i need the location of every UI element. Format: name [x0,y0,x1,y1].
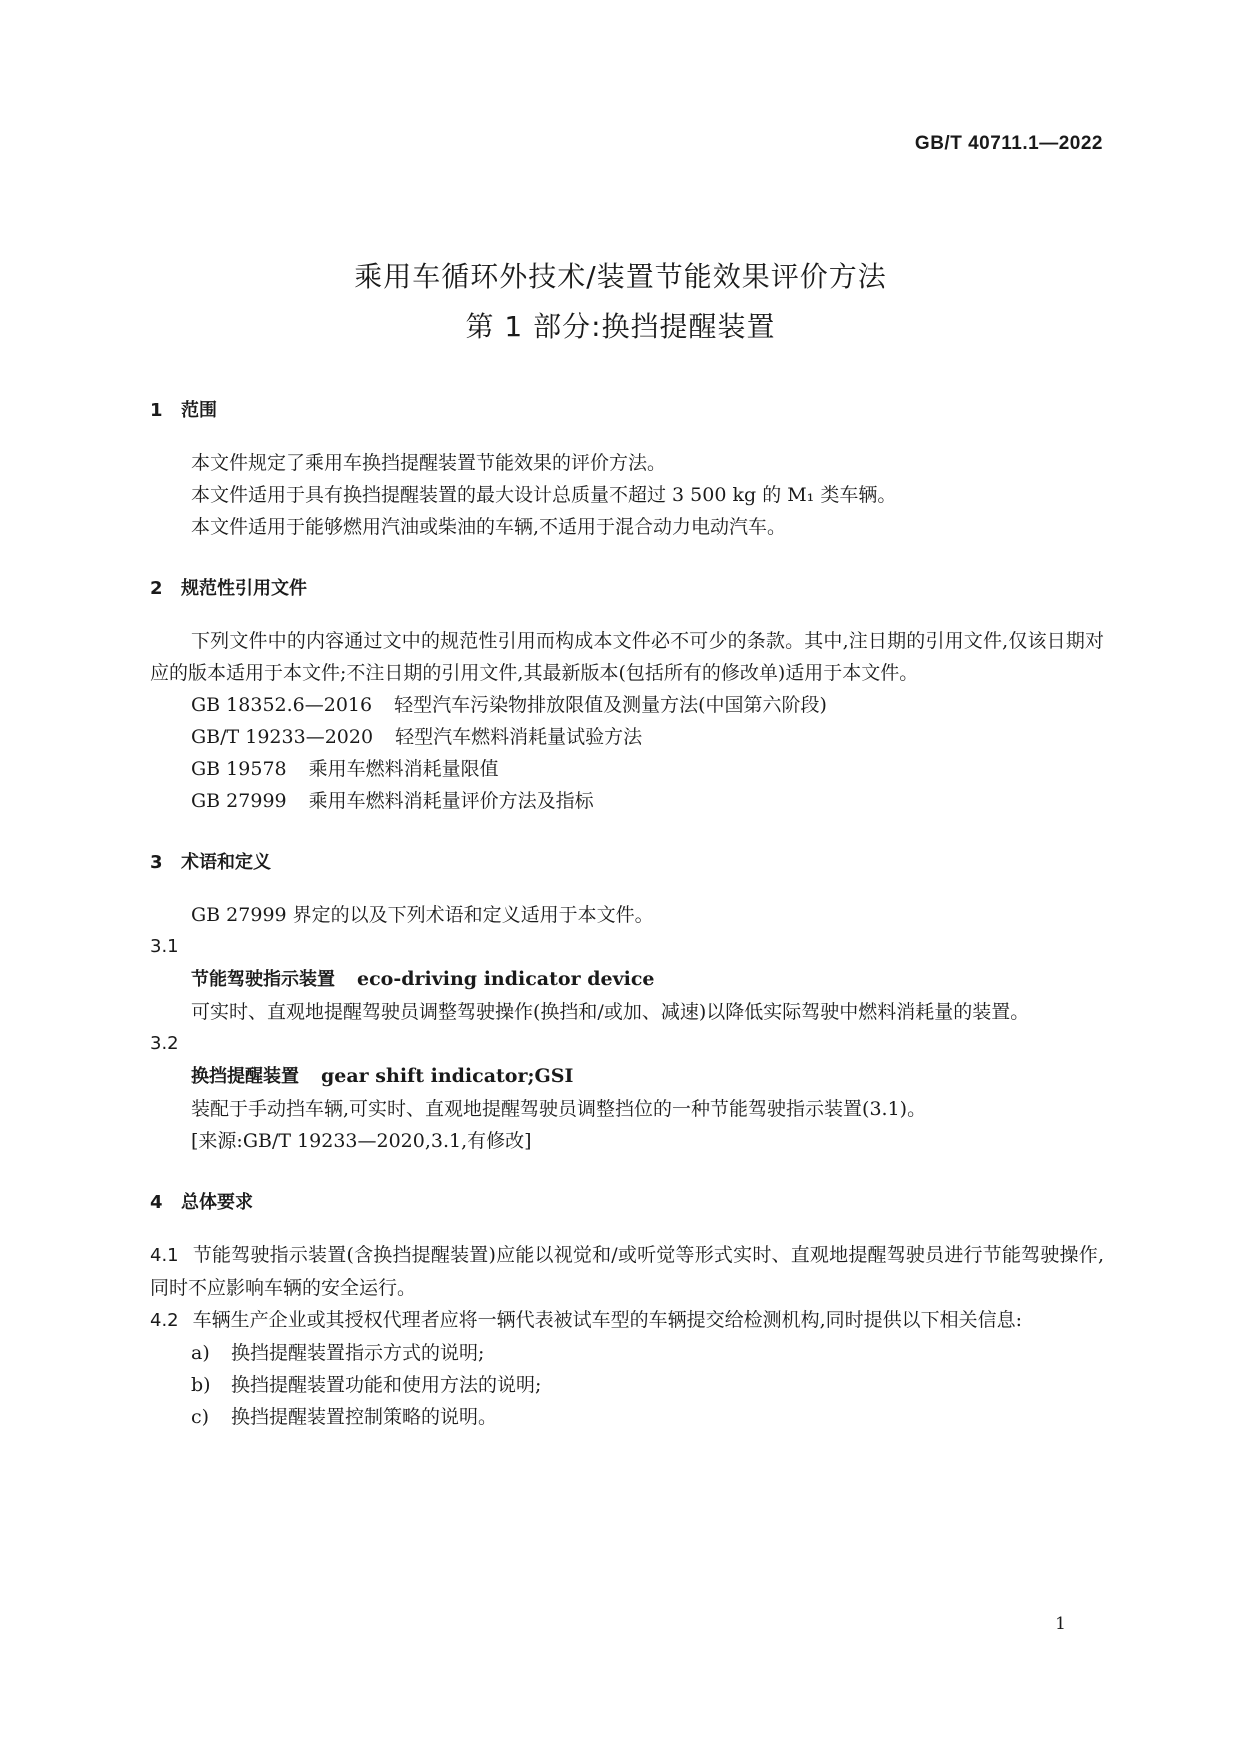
section-heading-normative-references [150,573,1104,605]
reference-item [150,689,1104,721]
reference-code: GB/T 19233—2020 [191,726,374,748]
list-item [150,1369,1104,1401]
reference-code: GB 27999 [191,790,287,812]
title-line-1: 乘用车循环外技术/装置节能效果评价方法 [354,260,887,293]
terms-intro: GB 27999 界定的以及下列术语和定义适用于本文件。 [191,904,654,926]
reference-item [150,785,1104,817]
term-chinese: 换挡提醒装置 [191,1066,299,1087]
page-number: 1 [1055,1614,1066,1634]
title-line-2: 第 1 部分:换挡提醒装置 [465,310,776,343]
list-marker: a) [191,1342,210,1364]
scope-paragraph: 本文件适用于具有换挡提醒装置的最大设计总质量不超过 3 500 kg 的 M₁ 类车辆。 [191,484,897,506]
section-heading-general-requirements [150,1187,1104,1219]
requirement-text: 节能驾驶指示装置(含换挡提醒装置)应能以视觉和/或听觉等形式实时、直观地提醒驾驶员进行节能驾驶操作,同时不应影响车辆的安全运行。 [150,1244,1104,1299]
reference-title: 轻型汽车燃料消耗量试验方法 [395,726,643,748]
term-definition: 可实时、直观地提醒驾驶员调整驾驶操作(换挡和/或加、减速)以降低实际驾驶中燃料消耗量的装置。 [191,1001,1030,1023]
term-entry [150,1060,1104,1093]
reference-item [150,753,1104,785]
standard-code: GB/T 40711.1—2022 [914,133,1103,154]
document-title [0,252,1241,352]
term-english: gear shift indicator;GSI [321,1065,574,1087]
section-title: 术语和定义 [181,852,271,873]
scope-paragraph: 本文件适用于能够燃用汽油或柴油的车辆,不适用于混合动力电动汽车。 [191,516,787,538]
normative-intro: 下列文件中的内容通过文中的规范性引用而构成本文件必不可少的条款。其中,注日期的引用文件,仅该日期对应的版本适用于本文件;不注日期的引用文件,其最新版本(包括所有的修改单)适用于本文件。 [150,630,1104,684]
document-body [150,395,1104,1433]
requirement-4-1 [150,1239,1104,1304]
term-entry [150,963,1104,996]
requirement-number: 4.1 [150,1245,179,1266]
term-definition: 装配于手动挡车辆,可实时、直观地提醒驾驶员调整挡位的一种节能驾驶指示装置(3.1)。 [191,1098,927,1120]
term-source: [来源:GB/T 19233—2020,3.1,有修改] [191,1130,532,1152]
requirement-text: 车辆生产企业或其授权代理者应将一辆代表被试车型的车辆提交给检测机构,同时提供以下相关信息: [192,1309,1023,1331]
requirement-4-2 [150,1304,1104,1337]
list-item [150,1337,1104,1369]
term-english: eco-driving indicator device [357,968,655,990]
list-text: 换挡提醒装置控制策略的说明。 [231,1406,498,1428]
list-marker: b) [191,1374,211,1396]
section-number: 4 [150,1192,163,1213]
section-number: 2 [150,578,163,599]
term-number: 3.2 [150,1033,179,1054]
list-text: 换挡提醒装置功能和使用方法的说明; [231,1374,542,1396]
list-item [150,1401,1104,1433]
reference-title: 乘用车燃料消耗量限值 [308,758,499,780]
reference-item [150,721,1104,753]
term-chinese: 节能驾驶指示装置 [191,969,335,990]
section-title: 规范性引用文件 [181,578,307,599]
list-text: 换挡提醒装置指示方式的说明; [231,1342,485,1364]
term-number: 3.1 [150,936,179,957]
scope-paragraph: 本文件规定了乘用车换挡提醒装置节能效果的评价方法。 [191,452,667,474]
reference-title: 乘用车燃料消耗量评价方法及指标 [308,790,594,812]
reference-code: GB 18352.6—2016 [191,694,373,716]
section-heading-scope [150,395,1104,427]
section-number: 3 [150,852,163,873]
requirement-number: 4.2 [150,1310,179,1331]
section-number: 1 [150,400,163,421]
reference-title: 轻型汽车污染物排放限值及测量方法(中国第六阶段) [394,694,827,716]
section-heading-terms [150,847,1104,879]
section-title: 总体要求 [181,1192,253,1213]
list-marker: c) [191,1406,210,1428]
section-title: 范围 [181,400,217,421]
reference-code: GB 19578 [191,758,287,780]
